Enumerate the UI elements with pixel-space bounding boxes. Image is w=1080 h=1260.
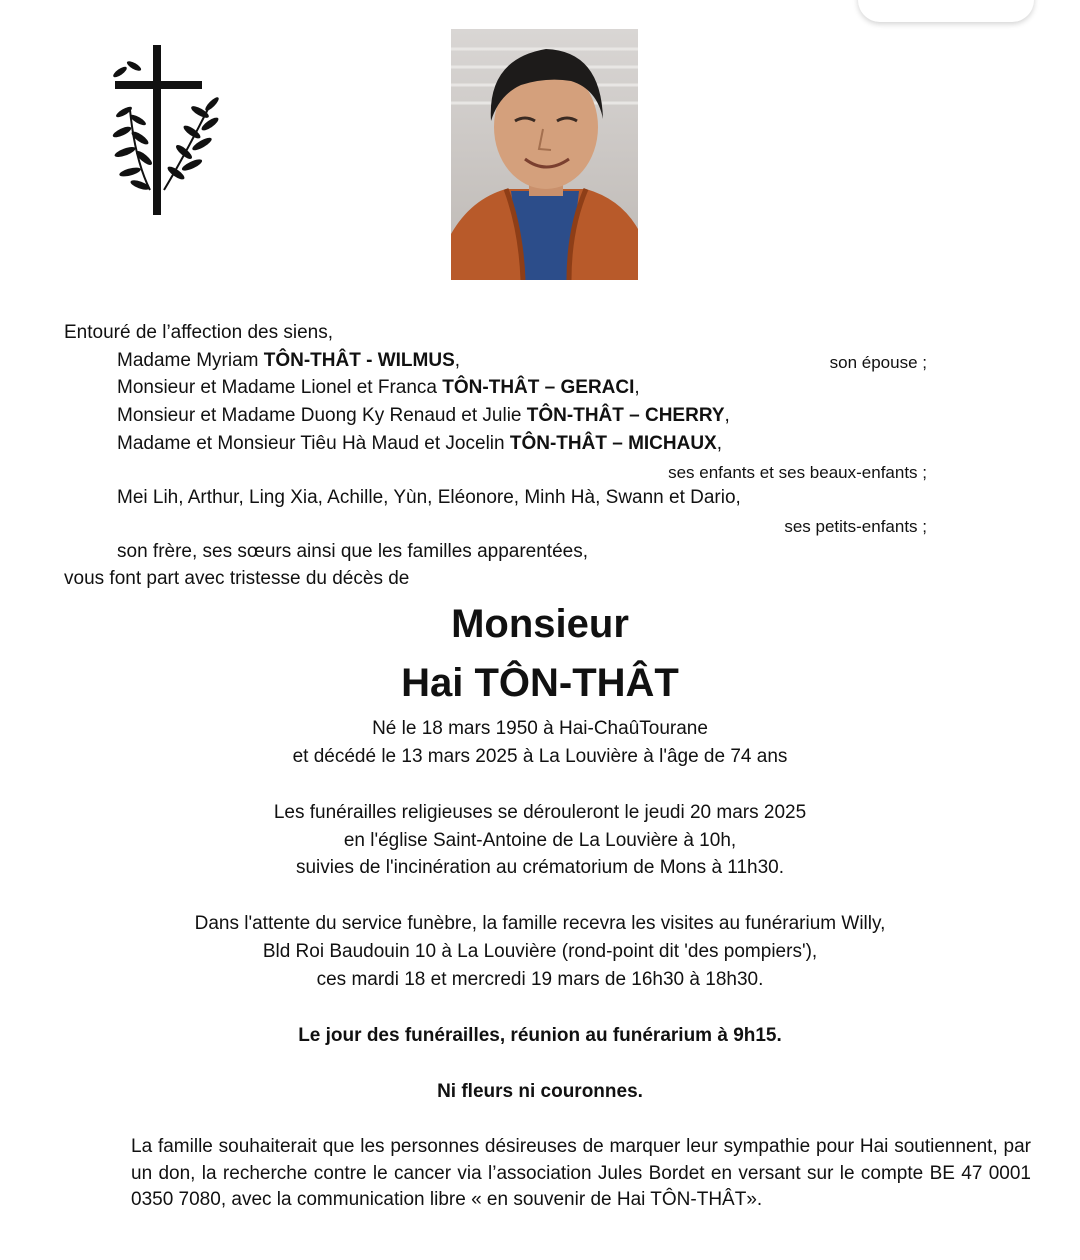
child-2-name: Monsieur et Madame Duong Ky Renaud et Julie [117, 405, 527, 426]
child-1-name: Monsieur et Madame Lionel et Franca [117, 377, 443, 398]
birth-line: Né le 18 mars 1950 à Hai-ChaûTourane [372, 718, 708, 739]
spouse-line: Madame Myriam TÔN-THÂT - WILMUS, [117, 350, 461, 371]
spouse-relation: son épouse ; [829, 353, 927, 372]
grandchildren-line: Mei Lih, Arthur, Ling Xia, Achille, Yùn, Eléonore, Minh Hà, Swann et Dario, [117, 487, 741, 508]
child-line-3: Madame et Monsieur Tiêu Hà Maud et Jocelin TÔN-THÂT – MICHAUX, [117, 433, 723, 454]
death-line: et décédé le 13 mars 2025 à La Louvière à l'âge de 74 ans [292, 746, 788, 767]
visits-line-2: Bld Roi Baudouin 10 à La Louvière (rond-point dit 'des pompiers'), [262, 941, 818, 962]
donation-paragraph: La famille souhaiterait que les personnes désireuses de marquer leur sympathie pour Hai soutiennent, par un don, la recherche contre le cancer via l’association Jules Bordet en versant sur le compte BE 47 0001 0350 7080, avec la communication libre « en souvenir de Hai TÔN-THÂT». [131, 1136, 1031, 1210]
funeral-line-3: suivies de l'incinération au crématorium de Mons à 11h30. [295, 857, 785, 878]
funeral-line-2: en l'église Saint-Antoine de La Louvière à 10h, [343, 830, 737, 851]
top-edge-card [858, 0, 1034, 22]
child-line-1: Monsieur et Madame Lionel et Franca TÔN-THÂT – GERACI, [117, 377, 640, 398]
funeral-line-1: Les funérailles religieuses se dérouleront le jeudi 20 mars 2025 [273, 802, 807, 823]
child-2-surname: TÔN-THÂT – CHERRY [526, 405, 725, 426]
child-3-surname: TÔN-THÂT – MICHAUX [509, 433, 717, 454]
child-1-surname: TÔN-THÂT – GERACI [442, 377, 635, 398]
cross-with-olive-branches-icon [100, 40, 230, 220]
child-3-name: Madame et Monsieur Tiêu Hà Maud et Jocelin [117, 433, 510, 454]
announce-line: vous font part avec tristesse du décès de [64, 568, 410, 589]
spouse-name: Madame Myriam [117, 350, 264, 371]
spouse-surname: TÔN-THÂT - WILMUS [263, 350, 455, 371]
siblings-line: son frère, ses sœurs ainsi que les familles apparentées, [117, 541, 588, 562]
intro-line: Entouré de l’affection des siens, [64, 322, 333, 343]
deceased-title: Monsieur [451, 602, 629, 646]
portrait-photo [451, 29, 638, 280]
deceased-name: Hai TÔN-THÂT [401, 661, 679, 705]
no-flowers-note: Ni fleurs ni couronnes. [437, 1081, 643, 1102]
children-relation: ses enfants et ses beaux-enfants ; [668, 463, 927, 482]
visits-line-3: ces mardi 18 et mercredi 19 mars de 16h30 à 18h30. [316, 969, 764, 990]
meeting-note: Le jour des funérailles, réunion au funérarium à 9h15. [298, 1025, 782, 1046]
visits-line-1: Dans l'attente du service funèbre, la famille recevra les visites au funérarium Willy, [194, 913, 886, 934]
grandchildren-relation: ses petits-enfants ; [784, 517, 927, 536]
child-line-2: Monsieur et Madame Duong Ky Renaud et Julie TÔN-THÂT – CHERRY, [117, 405, 730, 426]
